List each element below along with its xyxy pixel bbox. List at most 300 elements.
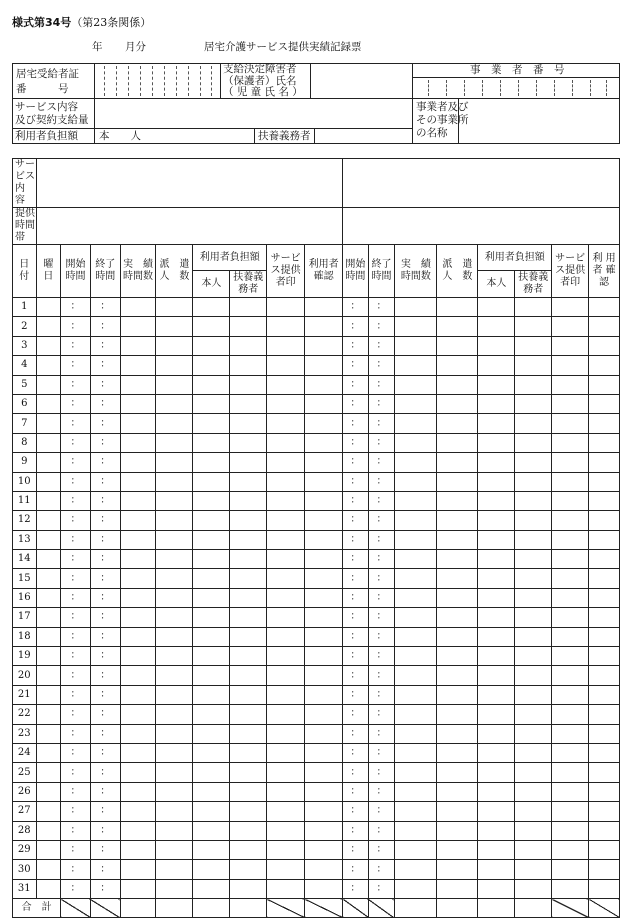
table-cell xyxy=(589,588,620,607)
time-colon: ： xyxy=(90,375,120,394)
table-cell xyxy=(267,821,305,840)
start-time-header-right: 開始時間 xyxy=(343,245,369,298)
table-cell xyxy=(193,647,230,666)
table-row xyxy=(13,550,620,569)
table-cell xyxy=(552,472,589,491)
table-cell xyxy=(36,336,61,355)
table-cell xyxy=(552,375,589,394)
confirm-header-right: 利 用者 確認 xyxy=(589,245,620,298)
table-cell xyxy=(515,705,552,724)
table-cell xyxy=(478,298,515,317)
table-cell xyxy=(230,491,267,510)
seal-header-right: サービス提供者印 xyxy=(552,245,589,298)
time-colon: ： xyxy=(61,608,91,627)
time-colon: ： xyxy=(61,685,91,704)
table-cell xyxy=(36,879,61,898)
table-cell xyxy=(230,356,267,375)
table-row xyxy=(13,743,620,762)
table-cell xyxy=(552,685,589,704)
table-cell xyxy=(395,453,437,472)
day-number: 7 xyxy=(13,414,37,433)
table-cell xyxy=(478,705,515,724)
time-colon: ： xyxy=(61,511,91,530)
table-cell xyxy=(156,453,193,472)
day-number: 5 xyxy=(13,375,37,394)
table-cell xyxy=(193,821,230,840)
table-cell xyxy=(515,608,552,627)
table-cell xyxy=(478,375,515,394)
table-cell xyxy=(156,782,193,801)
table-cell xyxy=(230,317,267,336)
time-colon: ： xyxy=(90,802,120,821)
table-cell xyxy=(395,724,437,743)
table-cell xyxy=(515,472,552,491)
table-cell xyxy=(230,705,267,724)
table-cell xyxy=(437,453,478,472)
table-cell xyxy=(230,375,267,394)
table-cell xyxy=(515,840,552,859)
table-cell xyxy=(515,453,552,472)
time-colon: ： xyxy=(343,375,369,394)
table-cell xyxy=(193,724,230,743)
table-cell xyxy=(478,414,515,433)
table-cell xyxy=(552,705,589,724)
table-cell xyxy=(395,491,437,510)
table-cell xyxy=(267,860,305,879)
time-colon: ： xyxy=(61,453,91,472)
table-cell xyxy=(193,685,230,704)
table-cell xyxy=(267,569,305,588)
service-content-label: サービス内容 及び契約支給量 xyxy=(15,101,89,126)
table-cell xyxy=(120,879,156,898)
table-cell xyxy=(36,608,61,627)
table-cell xyxy=(552,414,589,433)
time-colon: ： xyxy=(61,860,91,879)
table-cell xyxy=(156,530,193,549)
table-cell xyxy=(193,550,230,569)
time-colon: ： xyxy=(343,433,369,452)
table-cell xyxy=(437,627,478,646)
time-colon: ： xyxy=(368,685,395,704)
table-cell xyxy=(156,627,193,646)
time-colon: ： xyxy=(368,705,395,724)
table-row xyxy=(13,666,620,685)
table-cell xyxy=(120,414,156,433)
table-row xyxy=(13,511,620,530)
table-cell xyxy=(120,491,156,510)
day-number: 14 xyxy=(13,550,37,569)
table-cell xyxy=(305,453,343,472)
time-colon: ： xyxy=(61,821,91,840)
table-cell xyxy=(437,414,478,433)
table-cell xyxy=(552,608,589,627)
time-colon: ： xyxy=(90,530,120,549)
table-cell xyxy=(552,550,589,569)
time-colon: ： xyxy=(343,705,369,724)
table-cell xyxy=(395,433,437,452)
table-cell xyxy=(305,414,343,433)
burden-self-header-right: 本人 xyxy=(478,271,515,298)
time-colon: ： xyxy=(61,375,91,394)
table-cell xyxy=(120,511,156,530)
time-colon: ： xyxy=(61,588,91,607)
table-cell xyxy=(36,414,61,433)
table-cell xyxy=(230,414,267,433)
table-cell xyxy=(437,821,478,840)
table-cell xyxy=(437,375,478,394)
day-number: 24 xyxy=(13,743,37,762)
time-colon: ： xyxy=(61,879,91,898)
time-colon: ： xyxy=(368,666,395,685)
table-cell xyxy=(36,782,61,801)
table-cell xyxy=(267,840,305,859)
time-colon: ： xyxy=(368,511,395,530)
table-cell xyxy=(589,666,620,685)
table-cell xyxy=(120,453,156,472)
table-cell xyxy=(120,763,156,782)
table-cell xyxy=(193,627,230,646)
day-number: 18 xyxy=(13,627,37,646)
table-cell xyxy=(552,394,589,413)
time-colon: ： xyxy=(343,743,369,762)
burden-dependent-header-right: 扶養義務者 xyxy=(515,271,552,298)
table-cell xyxy=(478,336,515,355)
table-row xyxy=(13,472,620,491)
table-cell xyxy=(515,550,552,569)
table-cell xyxy=(120,685,156,704)
time-colon: ： xyxy=(368,782,395,801)
table-cell xyxy=(395,860,437,879)
time-colon: ： xyxy=(61,433,91,452)
time-colon: ： xyxy=(343,530,369,549)
table-cell xyxy=(515,821,552,840)
day-number: 27 xyxy=(13,802,37,821)
table-cell xyxy=(515,724,552,743)
table-row xyxy=(13,860,620,879)
time-colon: ： xyxy=(368,821,395,840)
table-row xyxy=(13,394,620,413)
table-cell xyxy=(156,433,193,452)
table-cell xyxy=(515,627,552,646)
total-cell xyxy=(395,899,437,918)
table-cell xyxy=(156,821,193,840)
table-cell xyxy=(552,356,589,375)
table-cell xyxy=(230,433,267,452)
table-cell xyxy=(552,569,589,588)
time-colon: ： xyxy=(368,763,395,782)
table-cell xyxy=(120,356,156,375)
table-cell xyxy=(395,763,437,782)
table-cell xyxy=(478,627,515,646)
table-cell xyxy=(193,860,230,879)
time-colon: ： xyxy=(368,433,395,452)
table-cell xyxy=(437,550,478,569)
table-cell xyxy=(36,472,61,491)
table-row xyxy=(13,647,620,666)
table-cell xyxy=(552,879,589,898)
table-row xyxy=(13,375,620,394)
table-cell xyxy=(305,705,343,724)
table-cell xyxy=(478,356,515,375)
time-colon: ： xyxy=(90,685,120,704)
time-colon: ： xyxy=(343,472,369,491)
table-cell xyxy=(36,453,61,472)
time-colon: ： xyxy=(61,705,91,724)
table-cell xyxy=(437,840,478,859)
table-cell xyxy=(305,511,343,530)
time-colon: ： xyxy=(368,317,395,336)
table-cell xyxy=(552,511,589,530)
time-colon: ： xyxy=(368,453,395,472)
table-cell xyxy=(230,472,267,491)
time-colon: ： xyxy=(343,821,369,840)
dow-header: 曜日 xyxy=(36,245,61,298)
table-cell xyxy=(589,491,620,510)
table-cell xyxy=(120,802,156,821)
time-colon: ： xyxy=(368,588,395,607)
table-cell xyxy=(193,472,230,491)
table-cell xyxy=(156,743,193,762)
table-cell xyxy=(156,647,193,666)
table-row xyxy=(13,414,620,433)
time-colon: ： xyxy=(61,802,91,821)
time-colon: ： xyxy=(90,763,120,782)
time-colon: ： xyxy=(343,627,369,646)
time-band-cell: 提供時間 帯 xyxy=(13,208,37,245)
table-row xyxy=(13,317,620,336)
table-cell xyxy=(230,647,267,666)
table-cell xyxy=(230,763,267,782)
table-cell xyxy=(120,472,156,491)
table-cell xyxy=(589,627,620,646)
table-cell xyxy=(395,608,437,627)
table-cell xyxy=(589,879,620,898)
table-cell xyxy=(193,375,230,394)
table-cell xyxy=(305,472,343,491)
table-cell xyxy=(267,375,305,394)
table-cell xyxy=(395,782,437,801)
time-colon: ： xyxy=(90,569,120,588)
table-cell xyxy=(478,743,515,762)
table-cell xyxy=(305,647,343,666)
table-cell xyxy=(305,879,343,898)
table-cell xyxy=(267,550,305,569)
table-cell xyxy=(36,647,61,666)
table-cell xyxy=(437,879,478,898)
table-cell xyxy=(395,840,437,859)
table-cell xyxy=(156,802,193,821)
user-burden-label: 利用者負担額 xyxy=(15,130,78,142)
actual-hours-header-right: 実 績時間数 xyxy=(395,245,437,298)
table-cell xyxy=(193,394,230,413)
time-colon: ： xyxy=(90,472,120,491)
table-cell xyxy=(156,569,193,588)
time-colon: ： xyxy=(343,414,369,433)
table-cell xyxy=(36,511,61,530)
time-colon: ： xyxy=(368,356,395,375)
table-cell xyxy=(515,743,552,762)
table-row xyxy=(13,569,620,588)
table-row xyxy=(13,336,620,355)
table-cell xyxy=(395,530,437,549)
table-cell xyxy=(120,724,156,743)
time-colon: ： xyxy=(61,743,91,762)
total-cell xyxy=(120,899,156,918)
table-cell xyxy=(437,685,478,704)
time-colon: ： xyxy=(90,666,120,685)
table-cell xyxy=(305,394,343,413)
table-cell xyxy=(156,394,193,413)
time-colon: ： xyxy=(90,840,120,859)
table-cell xyxy=(552,763,589,782)
table-cell xyxy=(305,724,343,743)
total-blank-cell xyxy=(343,899,369,918)
table-cell xyxy=(589,530,620,549)
table-cell xyxy=(437,472,478,491)
day-number: 16 xyxy=(13,588,37,607)
table-cell xyxy=(305,840,343,859)
time-colon: ： xyxy=(368,608,395,627)
table-cell xyxy=(395,550,437,569)
table-cell xyxy=(193,414,230,433)
table-cell xyxy=(305,375,343,394)
time-colon: ： xyxy=(343,802,369,821)
table-cell xyxy=(395,647,437,666)
table-cell xyxy=(305,802,343,821)
day-number: 28 xyxy=(13,821,37,840)
table-cell xyxy=(515,802,552,821)
table-cell xyxy=(230,860,267,879)
table-cell xyxy=(36,763,61,782)
table-cell xyxy=(193,511,230,530)
table-cell xyxy=(437,433,478,452)
table-cell xyxy=(230,666,267,685)
table-cell xyxy=(305,685,343,704)
table-cell xyxy=(395,879,437,898)
table-cell xyxy=(36,394,61,413)
time-colon: ： xyxy=(368,298,395,317)
day-number: 20 xyxy=(13,666,37,685)
table-cell xyxy=(515,511,552,530)
table-cell xyxy=(589,511,620,530)
table-cell xyxy=(478,666,515,685)
table-cell xyxy=(395,336,437,355)
table-cell xyxy=(552,317,589,336)
table-cell xyxy=(156,588,193,607)
table-cell xyxy=(267,724,305,743)
total-row xyxy=(13,899,620,918)
table-cell xyxy=(478,317,515,336)
table-cell xyxy=(589,394,620,413)
table-cell xyxy=(589,685,620,704)
table-row xyxy=(13,627,620,646)
table-cell xyxy=(478,685,515,704)
table-cell xyxy=(120,860,156,879)
month-label: 月分 xyxy=(125,41,146,53)
table-cell xyxy=(395,317,437,336)
time-colon: ： xyxy=(368,336,395,355)
table-cell xyxy=(478,782,515,801)
table-cell xyxy=(36,627,61,646)
time-colon: ： xyxy=(343,724,369,743)
time-colon: ： xyxy=(61,647,91,666)
day-number: 12 xyxy=(13,511,37,530)
table-cell xyxy=(437,569,478,588)
table-cell xyxy=(437,743,478,762)
time-colon: ： xyxy=(90,433,120,452)
table-cell xyxy=(120,782,156,801)
time-colon: ： xyxy=(368,375,395,394)
provider-name-label: 事業者及び その事業所 の名称 xyxy=(416,101,469,139)
table-cell xyxy=(478,394,515,413)
table-cell xyxy=(120,530,156,549)
table-cell xyxy=(478,453,515,472)
table-cell xyxy=(156,705,193,724)
table-cell xyxy=(267,802,305,821)
table-cell xyxy=(552,433,589,452)
day-number: 10 xyxy=(13,472,37,491)
day-number: 3 xyxy=(13,336,37,355)
table-cell xyxy=(515,666,552,685)
time-colon: ： xyxy=(90,588,120,607)
table-cell xyxy=(230,821,267,840)
table-cell xyxy=(230,685,267,704)
table-cell xyxy=(305,666,343,685)
time-colon: ： xyxy=(343,685,369,704)
table-cell xyxy=(478,860,515,879)
table-cell xyxy=(156,550,193,569)
table-cell xyxy=(437,511,478,530)
table-cell xyxy=(267,763,305,782)
table-cell xyxy=(305,782,343,801)
total-blank-cell xyxy=(552,899,589,918)
table-cell xyxy=(36,666,61,685)
time-colon: ： xyxy=(61,298,91,317)
table-cell xyxy=(193,840,230,859)
table-row xyxy=(13,802,620,821)
table-cell xyxy=(193,608,230,627)
table-cell xyxy=(193,743,230,762)
table-cell xyxy=(395,666,437,685)
table-row xyxy=(13,782,620,801)
table-cell xyxy=(193,530,230,549)
table-cell xyxy=(552,530,589,549)
table-cell xyxy=(230,627,267,646)
form-relation: （第23条関係） xyxy=(71,16,152,29)
table-cell xyxy=(305,627,343,646)
table-cell xyxy=(589,860,620,879)
table-cell xyxy=(36,530,61,549)
time-colon: ： xyxy=(61,550,91,569)
table-cell xyxy=(437,336,478,355)
time-colon: ： xyxy=(368,550,395,569)
time-colon: ： xyxy=(368,627,395,646)
time-colon: ： xyxy=(90,317,120,336)
table-cell xyxy=(193,802,230,821)
total-blank-cell xyxy=(589,899,620,918)
table-cell xyxy=(156,840,193,859)
time-colon: ： xyxy=(368,472,395,491)
table-cell xyxy=(120,375,156,394)
table-cell xyxy=(267,453,305,472)
table-cell xyxy=(230,298,267,317)
table-cell xyxy=(478,433,515,452)
table-cell xyxy=(589,298,620,317)
table-cell xyxy=(230,608,267,627)
table-cell xyxy=(120,666,156,685)
time-colon: ： xyxy=(61,724,91,743)
time-colon: ： xyxy=(343,491,369,510)
